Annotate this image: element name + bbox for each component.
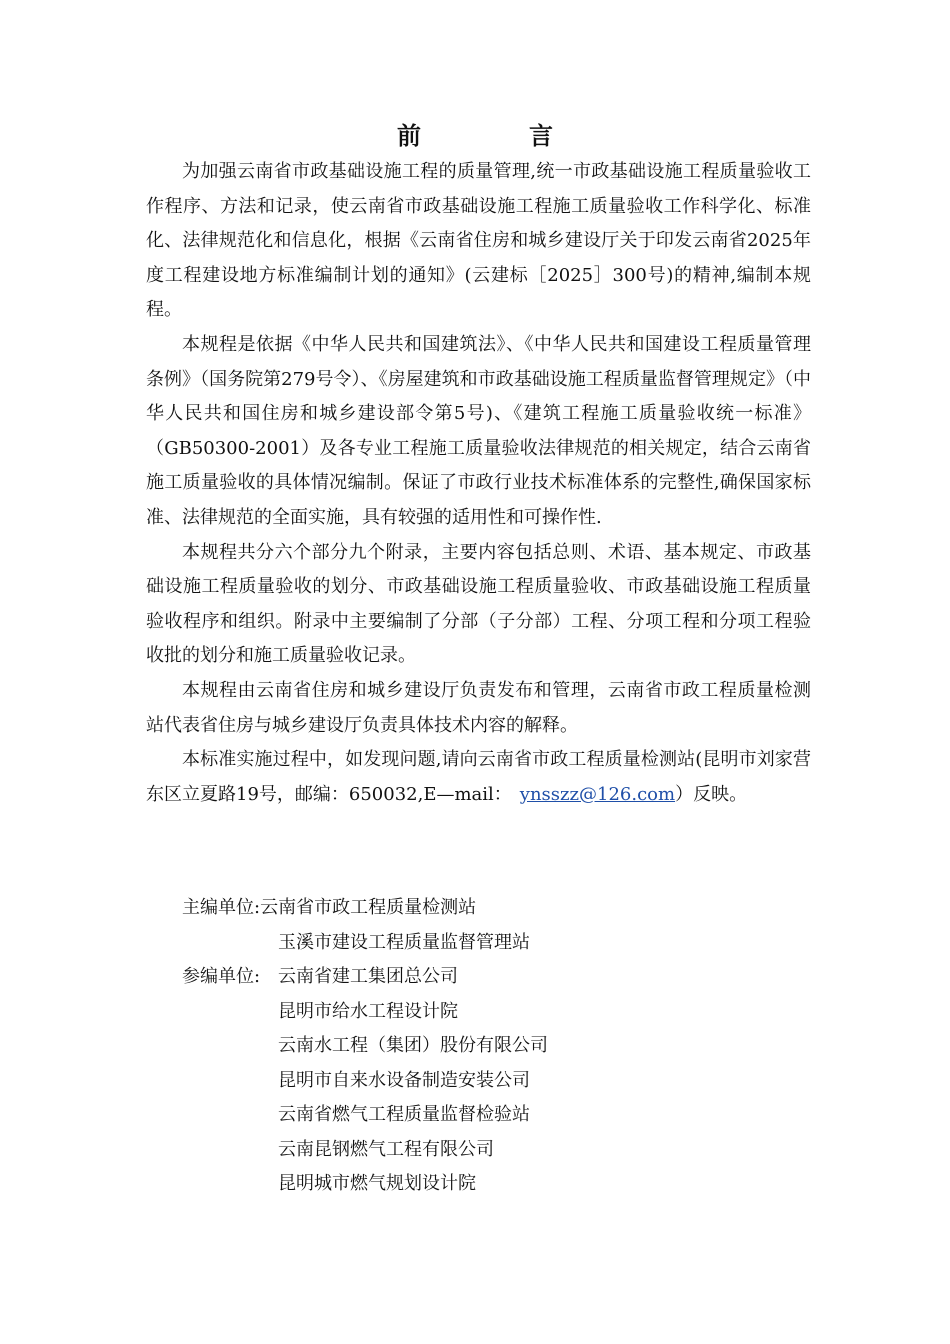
participating-unit-row xyxy=(146,1098,811,1133)
page-title: 前 言 xyxy=(397,121,595,150)
participating-unit: 昆明市自来水设备制造安装公司 xyxy=(278,1069,530,1091)
participating-unit-row xyxy=(146,995,811,1030)
chief-editor-unit: 玉溪市建设工程质量监督管理站 xyxy=(278,931,530,953)
paragraph-purpose: 为加强云南省市政基础设施工程的质量管理,统一市政基础设施工程质量验收工作程序、方法和记录，使云南省市政基础设施工程施工质量验收工作科学化、标准化、法律规范化和信息化，根据《云南省住房和城乡建设厅关于印发云南省2025年度工程建设地方标准编制计划的通知》(云建标［2025］300号)的精神,编制本规程。 xyxy=(146,161,811,321)
chief-editor-label: 主编单位: xyxy=(182,897,261,918)
feedback-text-end: ）反映。 xyxy=(675,783,748,805)
participating-unit-label: 参编单位: xyxy=(182,966,261,987)
participating-unit: 昆明市给水工程设计院 xyxy=(278,1000,458,1022)
paragraph-management: 本规程由云南省住房和城乡建设厅负责发布和管理，云南省市政工程质量检测站代表省住房与城乡建设厅负责具体技术内容的解释。 xyxy=(146,679,811,736)
participating-unit-row xyxy=(146,1029,811,1064)
participating-unit: 云南昆钢燃气工程有限公司 xyxy=(278,1138,494,1160)
editing-units xyxy=(146,891,811,1202)
participating-unit: 云南省燃气工程质量监督检验站 xyxy=(278,1104,530,1125)
participating-unit-row xyxy=(146,1133,811,1168)
paragraph-feedback xyxy=(146,743,811,812)
participating-unit: 昆明城市燃气规划设计院 xyxy=(278,1173,476,1194)
participating-unit-row xyxy=(146,960,811,995)
feedback-text: 本标准实施过程中，如发现问题,请向云南省市政工程质量检测站(昆明市刘家营东区立夏路19号，邮编：650032,E—mail： xyxy=(146,749,811,805)
participating-unit-row xyxy=(146,1064,811,1099)
paragraph-basis: 本规程是依据《中华人民共和国建筑法》、《中华人民共和国建设工程质量管理条例》（国务院第279号令）、《房屋建筑和市政基础设施工程质量监督管理规定》（中华人民共和国住房和城乡建设部令第5号)、《建筑工程施工质量验收统一标准》（GB50300-2001）及各专业工程施工质量验收法律规范的相关规定，结合云南省施工质量验收的具体情况编制。保证了市政行业技术标准体系的完整性,确保国家标准、法律规范的全面实施，具有较强的适用性和可操作性. xyxy=(146,333,811,528)
chief-editor-row xyxy=(146,891,811,926)
participating-unit-row xyxy=(146,1167,811,1202)
preface-body xyxy=(146,155,811,812)
participating-unit: 云南省建工集团总公司 xyxy=(278,966,458,987)
paragraph-contents: 本规程共分六个部分九个附录，主要内容包括总则、术语、基本规定、市政基础设施工程质量验收的划分、市政基础设施工程质量验收、市政基础设施工程质量验收程序和组织。附录中主要编制了分部（子分部）工程、分项工程和分项工程验收批的划分和施工质量验收记录。 xyxy=(146,541,811,667)
participating-unit: 云南水工程（集团）股份有限公司 xyxy=(278,1035,548,1056)
chief-editor-unit: 云南省市政工程质量检测站 xyxy=(260,897,477,918)
chief-editor-row xyxy=(146,926,811,961)
email-link[interactable]: ynsszz@126.com xyxy=(519,783,676,805)
